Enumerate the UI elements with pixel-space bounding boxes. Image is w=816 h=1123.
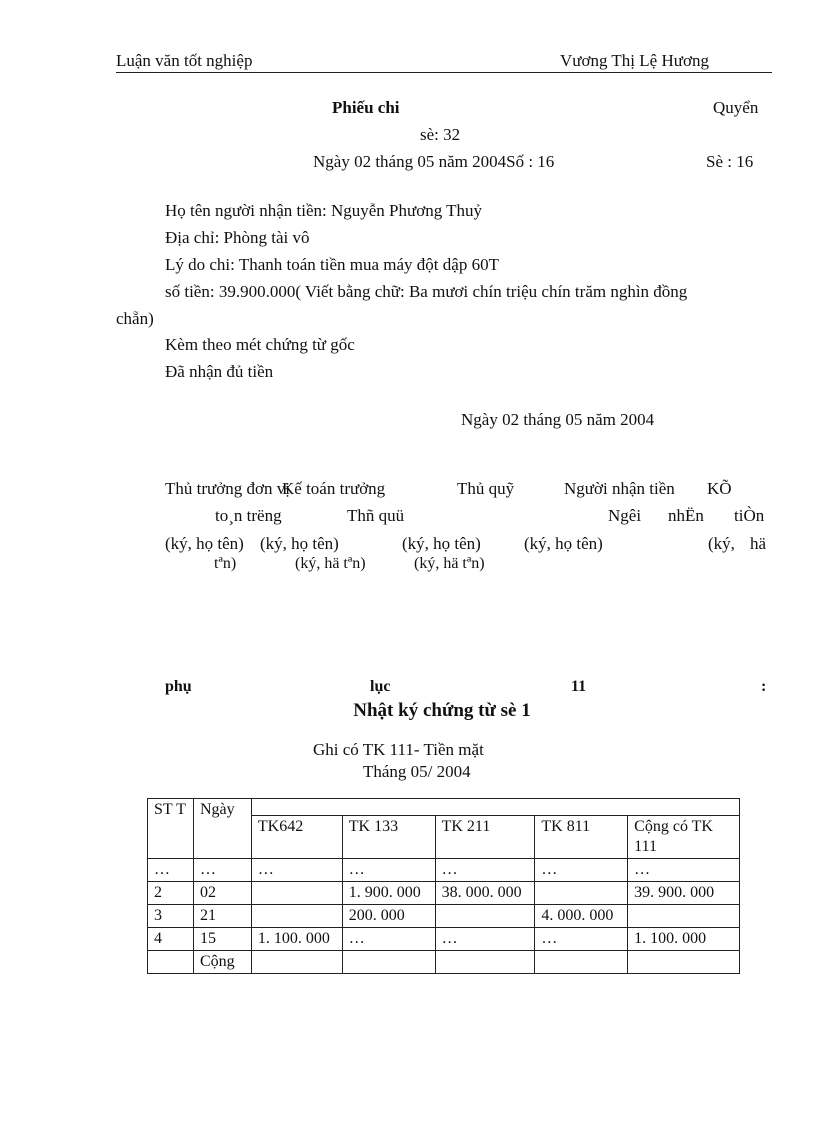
- voucher-number: Sè : 16: [706, 152, 754, 171]
- journal-table: [147, 798, 740, 974]
- table-cell: 1. 100. 000: [628, 928, 740, 951]
- table-cell: …: [535, 859, 628, 882]
- table-total-row: [148, 951, 740, 974]
- table-cell: 200. 000: [342, 905, 435, 928]
- table-cell: 4. 000. 000: [535, 905, 628, 928]
- sign-head-cashier: Thủ quỹ: [457, 479, 515, 498]
- sign-head-receiver: Người nhận tiền: [564, 479, 675, 498]
- table-row: [148, 928, 740, 951]
- table-cell: 39. 900. 000: [628, 882, 740, 905]
- sign-head-chief-accountant: Kế toán trưởng: [282, 479, 386, 498]
- sign-note-garbled-3: (ký, hä tªn): [414, 555, 485, 572]
- sign-note-6: hä: [750, 534, 767, 553]
- table-cell: 38. 000. 000: [435, 882, 535, 905]
- table-cell: 1. 100. 000: [251, 928, 342, 951]
- table-cell: 3: [148, 905, 194, 928]
- header-cell-tk811: TK 811: [535, 816, 628, 859]
- table-cell: 4: [148, 928, 194, 951]
- sign-garbled-5: tiÒn: [734, 506, 765, 525]
- table-cell: …: [342, 928, 435, 951]
- appendix-label-colon: :: [761, 678, 767, 695]
- sign-note-5: (ký,: [708, 534, 735, 553]
- sign-note-garbled-1: tªn): [214, 555, 237, 572]
- table-cell: …: [193, 859, 251, 882]
- header-rule: [116, 72, 772, 73]
- table-cell: [251, 905, 342, 928]
- table-row: [148, 882, 740, 905]
- table-cell: …: [435, 859, 535, 882]
- received-line: Đã nhận đủ tiền: [165, 362, 274, 381]
- sign-note-1: (ký, họ tên): [165, 534, 244, 553]
- header-cell-stt: ST T: [148, 799, 194, 859]
- sign-head-extra: KÕ: [707, 479, 732, 498]
- sign-garbled-3: Ngêi: [608, 506, 642, 525]
- sign-garbled-1: to¸n trëng: [215, 506, 282, 525]
- table-cell: …: [435, 928, 535, 951]
- sign-note-4: (ký, họ tên): [524, 534, 603, 553]
- header-right: Vương Thị Lệ Hương: [560, 51, 709, 70]
- header-cell-group: [251, 799, 739, 816]
- table-cell: …: [342, 859, 435, 882]
- table-cell: [435, 951, 535, 974]
- table-cell: 21: [193, 905, 251, 928]
- table-cell: 1. 900. 000: [342, 882, 435, 905]
- sign-garbled-4: nhËn: [668, 506, 704, 525]
- table-cell: [251, 951, 342, 974]
- table-cell: [342, 951, 435, 974]
- table-cell: …: [148, 859, 194, 882]
- sign-garbled-2: Thñ quü: [347, 506, 405, 525]
- table-cell: …: [251, 859, 342, 882]
- voucher-book-number: sè: 32: [420, 125, 461, 144]
- table-cell: 2: [148, 882, 194, 905]
- header-left: Luận văn tốt nghiệp: [116, 51, 253, 70]
- table-cell: [628, 951, 740, 974]
- journal-title: Nhật ký chứng từ sè 1: [353, 700, 531, 721]
- header-cell-tk211: TK 211: [435, 816, 535, 859]
- table-row: [148, 859, 740, 882]
- appendix-label-word2: lục: [370, 678, 391, 695]
- journal-subtitle: Ghi có TK 111- Tiền mặt: [313, 740, 484, 759]
- voucher-title: Phiếu chi: [332, 98, 400, 117]
- reason-line: Lý do chi: Thanh toán tiền mua máy đột dập 60T: [165, 255, 499, 274]
- attachment-line: Kèm theo mét chứng từ gốc: [165, 335, 355, 354]
- sign-head-director: Thủ trưởng đơn vị: [165, 479, 290, 498]
- voucher-book: Quyển: [713, 98, 759, 117]
- table-cell: Cộng: [193, 951, 251, 974]
- signature-date: Ngày 02 tháng 05 năm 2004: [461, 410, 655, 429]
- address-line: Địa chỉ: Phòng tài vô: [165, 228, 310, 247]
- receiver-line: Họ tên người nhận tiền: Nguyễn Phương Thuỷ: [165, 201, 483, 220]
- appendix-label-number: 11: [571, 678, 587, 695]
- amount-line: số tiền: 39.900.000( Viết bằng chữ: Ba mươi chín triệu chín trăm nghìn đồng: [165, 282, 688, 301]
- journal-month: Tháng 05/ 2004: [363, 762, 471, 781]
- header-cell-total: Cộng có TK 111: [628, 816, 740, 859]
- table-cell: 02: [193, 882, 251, 905]
- header-cell-tk133: TK 133: [342, 816, 435, 859]
- table-header-top-row: [148, 799, 740, 816]
- table-row: [148, 905, 740, 928]
- table-cell: [628, 905, 740, 928]
- sign-note-3: (ký, họ tên): [402, 534, 481, 553]
- table-cell: [435, 905, 535, 928]
- sign-note-garbled-2: (ký, hä tªn): [295, 555, 366, 572]
- table-cell: 15: [193, 928, 251, 951]
- sign-note-2: (ký, họ tên): [260, 534, 339, 553]
- table-cell: [148, 951, 194, 974]
- table-cell: [535, 882, 628, 905]
- table-cell: …: [628, 859, 740, 882]
- table-cell: [535, 951, 628, 974]
- appendix-label-word1: phụ: [165, 678, 192, 695]
- header-cell-date: Ngày: [193, 799, 251, 859]
- header-cell-tk642: TK642: [251, 816, 342, 859]
- table-cell: …: [535, 928, 628, 951]
- amount-line-continued: chẵn): [116, 309, 154, 328]
- voucher-date-line: Ngày 02 tháng 05 năm 2004Số : 16: [313, 152, 555, 171]
- table-cell: [251, 882, 342, 905]
